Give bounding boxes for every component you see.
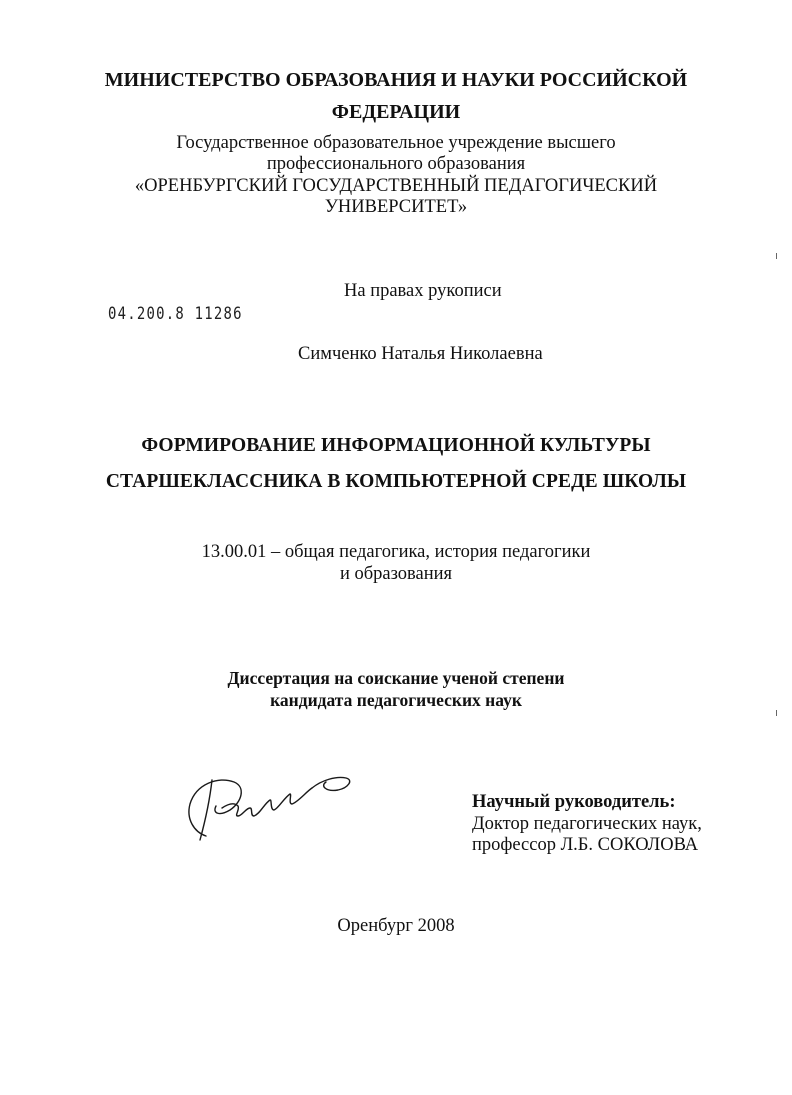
supervisor-name: профессор Л.Б. СОКОЛОВА [472, 835, 699, 855]
supervisor-heading: Научный руководитель: [472, 792, 676, 812]
degree-line1: Диссертация на соискание ученой степени [227, 668, 565, 688]
ministry-heading-line2: ФЕДЕРАЦИИ [331, 101, 461, 123]
institution-line2: профессионального образования [266, 154, 526, 174]
supervisor-degree: Доктор педагогических наук, [472, 813, 702, 834]
degree-line2: кандидата педагогических наук [270, 690, 522, 710]
specialty-line2: и образования [339, 564, 453, 584]
ministry-heading-line1: МИНИСТЕРСТВО ОБРАЗОВАНИЯ И НАУКИ РОССИЙСКОЙ [104, 69, 688, 91]
scan-edge-mark [776, 710, 777, 716]
specialty-line1: 13.00.01 – общая педагогика, история педагогики [201, 542, 591, 562]
dissertation-title-line2: СТАРШЕКЛАССНИКА В КОМПЬЮТЕРНОЙ СРЕДЕ ШКОЛЫ [105, 471, 687, 492]
manuscript-rights-note: На правах рукописи [344, 281, 502, 301]
dissertation-title-line1: ФОРМИРОВАНИЕ ИНФОРМАЦИОННОЙ КУЛЬТУРЫ [141, 435, 651, 456]
scan-edge-mark [776, 253, 777, 259]
registration-code: 04.200.8 11286 [108, 304, 243, 324]
university-name-line1: «ОРЕНБУРГСКИЙ ГОСУДАРСТВЕННЫЙ ПЕДАГОГИЧЕСКИЙ [134, 176, 658, 196]
city-year: Оренбург 2008 [337, 916, 455, 936]
university-name-line2: УНИВЕРСИТЕТ» [324, 197, 468, 217]
institution-line1: Государственное образовательное учреждение высшего [176, 133, 616, 153]
author-name: Симченко Наталья Николаевна [298, 344, 543, 364]
signature-image [176, 764, 366, 854]
